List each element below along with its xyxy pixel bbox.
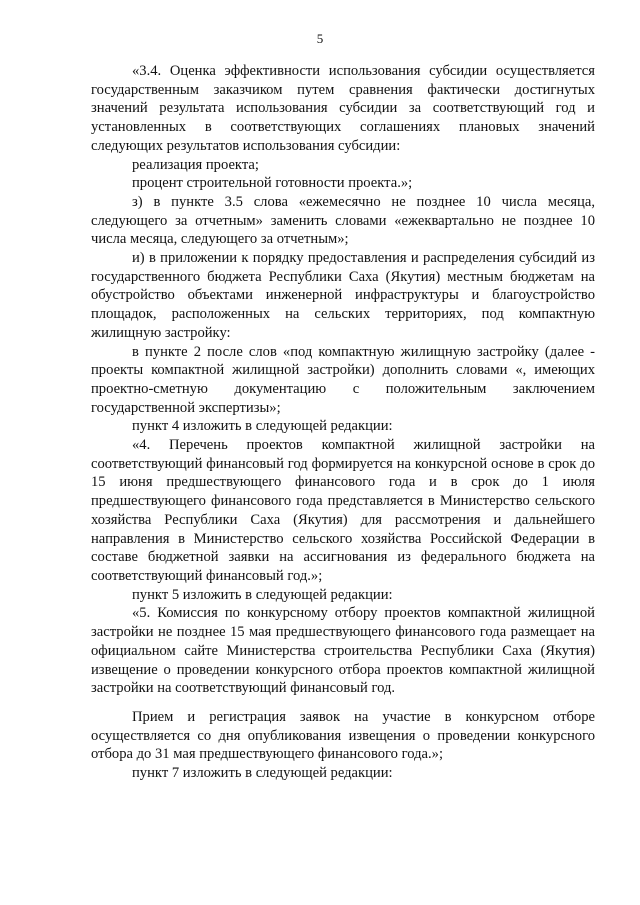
paragraph-subsidy-efficiency: «3.4. Оценка эффективности использования субсидии осуществляется государственным заказчиком путем сравнения фактически достигнутых значений результата использования субсидии за соответствующий год и установленных в соответствующих соглашениях плановых значений следующих результатов использования субсидии: bbox=[91, 63, 595, 154]
paragraph-point-2-amendment: в пункте 2 после слов «под компактную жилищную застройку (далее - проекты компактной жилищной застройки) дополнить словами «, имеющих проектно-сметную документацию с положительным заключением государственной экспертизы»; bbox=[91, 343, 595, 416]
paragraph-construction-readiness: процент строительной готовности проекта.»; bbox=[132, 175, 413, 192]
page-number: 5 bbox=[316, 31, 324, 46]
paragraph-project-implementation: реализация проекта; bbox=[132, 156, 259, 173]
paragraph-point-4-intro: пункт 4 изложить в следующей редакции: bbox=[132, 418, 393, 435]
paragraph-point-7-intro: пункт 7 изложить в следующей редакции: bbox=[132, 765, 393, 782]
paragraph-point-5-text: «5. Комиссия по конкурсному отбору проектов компактной жилищной застройки не позднее 15 мая предшествующего финансового года размещает на официальном сайте Министерства строительства Республики Саха (Якутия) извещение о проведении конкурсного отбора проектов компактной жилищной застройки на соответствующий финансовый год. bbox=[91, 605, 595, 697]
paragraph-point-5-intro: пункт 5 изложить в следующей редакции: bbox=[132, 586, 393, 603]
paragraph-point-4-text: «4. Перечень проектов компактной жилищной застройки на соответствующий финансовый год формируется на конкурсной основе в срок до 15 июня предшествующего финансового года и в срок до 1 июля предшествующего финансового года представляется в Министерство сельского хозяйства Республики Саха (Якутия) для рассмотрения и дальнейшего направления в Министерство сельского хозяйства Российской Федерации в составе бюджетной заявки на ассигнования из федерального бюджета на соответствующий финансовый год.»; bbox=[91, 437, 595, 584]
paragraph-application-acceptance: Прием и регистрация заявок на участие в конкурсном отборе осуществляется со дня опубликования извещения о проведении конкурсного отбора до 31 мая предшествующего финансового года.»; bbox=[91, 708, 595, 763]
document-body bbox=[91, 62, 595, 783]
paragraph-item-z: з) в пункте 3.5 слова «ежемесячно не позднее 10 числа месяца, следующего за отчетным» заменить словами «ежеквартально не позднее 10 числа месяца, следующего за отчетным»; bbox=[91, 193, 595, 248]
paragraph-item-i: и) в приложении к порядку предоставления и распределения субсидий из государственного бюджета Республики Саха (Якутия) местным бюджетам на обустройство объектами инженерной инфраструктуры и благоустройство площадок, расположенных на сельских территориях, под компактную жилищную застройку: bbox=[91, 250, 595, 341]
